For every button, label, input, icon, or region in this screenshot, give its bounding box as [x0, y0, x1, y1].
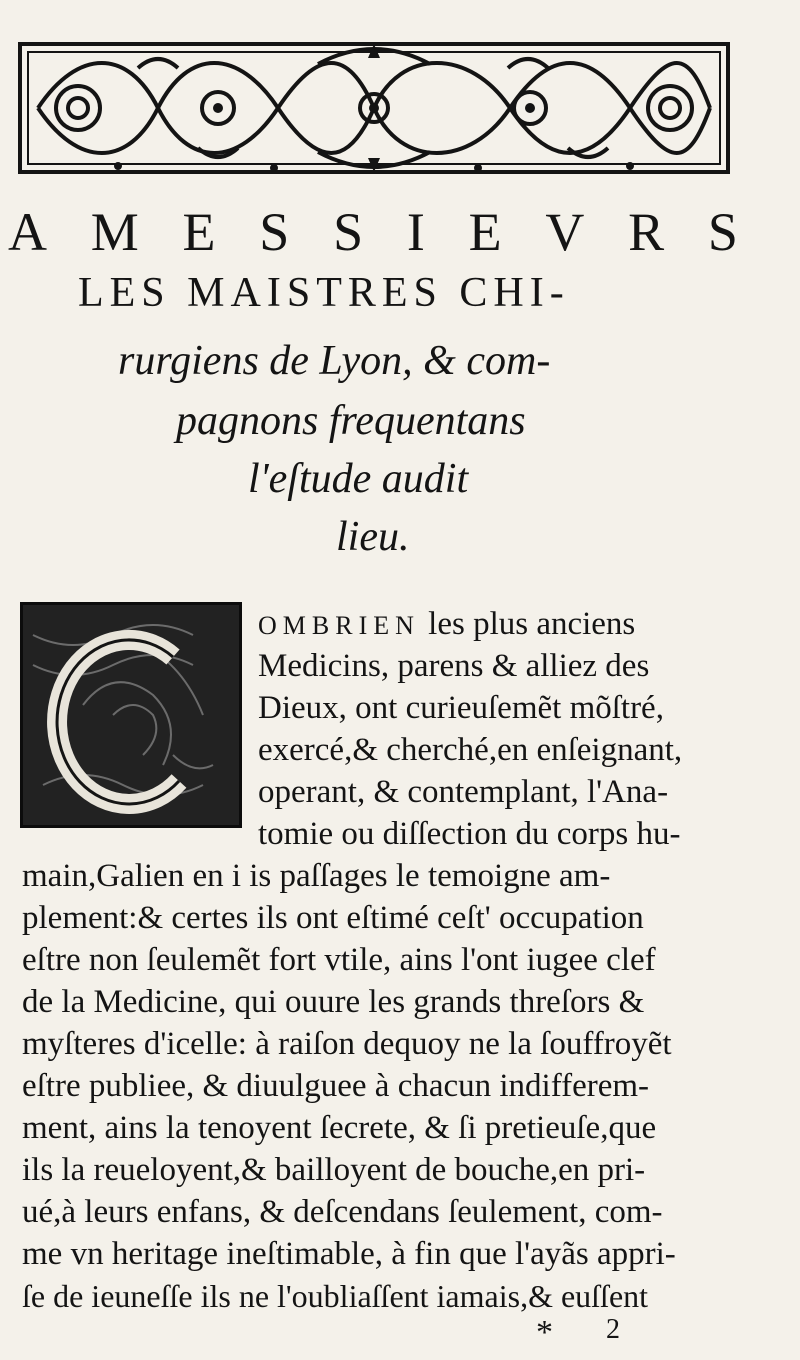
opening-small-caps: OMBRIEN	[258, 611, 420, 640]
heading-letter: S	[333, 202, 364, 262]
heading-letter: I	[406, 202, 425, 262]
body-line-15: ué,à leurs enfans, & deſcendans ſeulement, com-	[22, 1194, 663, 1230]
body-line-text: les plus anciens	[428, 606, 636, 642]
body-line-7: main,Galien en i is paſſages le temoigne am-	[22, 858, 611, 894]
body-line-12: eſtre publiee, & diuulguee à chacun indifferem-	[22, 1068, 650, 1104]
body-line-9: eſtre non ſeulemẽt fort vtile, ains l'ont iugee clef	[22, 942, 656, 978]
heading-letter: E	[468, 202, 502, 262]
heading-line-2: LES MAISTRES CHI-	[78, 270, 570, 316]
body-line-16: me vn heritage ineſtimable, à fin que l'ayãs appri-	[22, 1236, 676, 1272]
body-line-17: ſe de ieuneſſe ils ne l'oubliaſſent iamais,& euſſent	[22, 1278, 649, 1314]
heading-letter: S	[707, 202, 738, 262]
heading-letter: E	[182, 202, 216, 262]
signature-mark: *	[536, 1314, 553, 1351]
heading-letter: S	[259, 202, 290, 262]
body-line-2: Medicins, parens & alliez des	[258, 648, 650, 684]
body-line-3: Dieux, ont curieuſemẽt mõſtré,	[258, 690, 664, 726]
heading-letter: A	[8, 202, 47, 262]
heading-line-5: l'eſtude audit	[248, 456, 469, 502]
body-line-14: ils la reueloyent,& bailloyent de bouche,en pri-	[22, 1152, 646, 1188]
heading-line-3: rurgiens de Lyon, & com-	[118, 338, 551, 384]
body-line-11: myſteres d'icelle: à raiſon dequoy ne la ſouffroyẽt	[22, 1026, 672, 1062]
body-line-10: de la Medicine, qui ouure les grands threſors &	[22, 984, 645, 1020]
body-line-8: plement:& certes ils ont eſtimé ceſt' occupation	[22, 900, 644, 936]
body-line-6: tomie ou diſſection du corps hu-	[258, 816, 681, 852]
page-number: 2	[606, 1314, 620, 1345]
body-line-13: ment, ains la tenoyent ſecrete, & ſi pretieuſe,que	[22, 1110, 657, 1146]
body-line-1	[258, 608, 635, 641]
heading-line-4: pagnons frequentans	[176, 398, 526, 444]
ornamental-headpiece	[18, 28, 730, 176]
body-line-5: operant, & contemplant, l'Ana-	[258, 774, 669, 810]
heading-line-1	[8, 202, 738, 262]
heading-letter: V	[545, 202, 585, 262]
heading-letter: M	[90, 202, 139, 262]
heading-letter: R	[628, 202, 665, 262]
heading-line-6: lieu.	[336, 514, 410, 560]
body-line-4: exercé,& cherché,en enſeignant,	[258, 732, 683, 768]
woodcut-initial-c	[20, 602, 242, 828]
